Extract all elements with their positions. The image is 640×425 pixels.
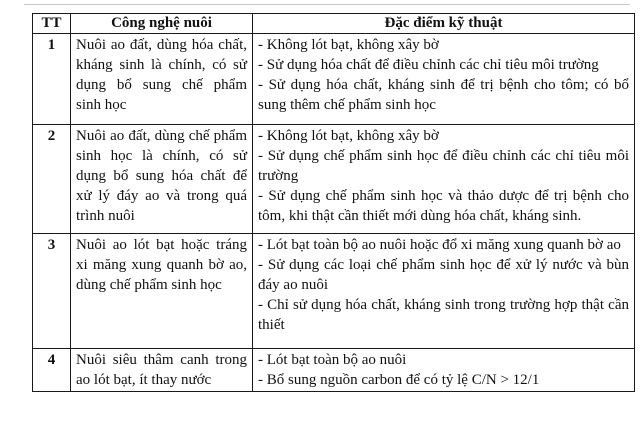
feature-line: - Không lót bạt, không xây bờ <box>258 37 439 53</box>
features-cell <box>253 34 635 125</box>
features-cell <box>253 234 635 349</box>
feature-line: - Chỉ sử dụng hóa chất, kháng sinh trong trường hợp thật cần thiết <box>258 297 629 333</box>
feature-line: - Lót bạt toàn bộ ao nuôi <box>258 352 407 368</box>
feature-line: - Không lót bạt, không xây bờ <box>258 128 439 144</box>
table-row <box>33 234 635 349</box>
header-features: Đặc điểm kỹ thuật <box>253 14 635 34</box>
table-header-row <box>33 14 635 34</box>
header-technology: Công nghệ nuôi <box>71 14 253 34</box>
table-row <box>33 34 635 125</box>
table-row <box>33 125 635 234</box>
technology-cell: Nuôi ao lót bạt hoặc tráng xi măng xung quanh bờ ao, dùng chế phẩm sinh học <box>71 234 253 349</box>
row-number: 1 <box>33 34 71 125</box>
feature-line: - Lót bạt toàn bộ ao nuôi hoặc đổ xi măng xung quanh bờ ao <box>258 237 621 253</box>
feature-line: - Sử dụng hóa chất để điều chỉnh các chỉ tiêu môi trường <box>258 57 599 73</box>
feature-line: - Sử dụng các loại chế phẩm sinh học để xử lý nước và bùn đáy ao nuôi <box>258 257 629 293</box>
document-page <box>24 0 630 425</box>
row-number: 3 <box>33 234 71 349</box>
features-cell <box>253 349 635 392</box>
table-row <box>33 349 635 392</box>
feature-line: - Sử dụng chế phẩm sinh học và thảo dược để trị bệnh cho tôm, khi thật cần thiết mới dùng hóa chất, kháng sinh. <box>258 188 629 224</box>
aquaculture-technology-table <box>32 13 635 392</box>
row-number: 2 <box>33 125 71 234</box>
technology-cell: Nuôi siêu thâm canh trong ao lót bạt, ít thay nước <box>71 349 253 392</box>
top-rule <box>24 4 630 5</box>
header-tt: TT <box>33 14 71 34</box>
feature-line: - Bổ sung nguồn carbon để có tỷ lệ C/N > 12/1 <box>258 372 540 388</box>
technology-cell: Nuôi ao đất, dùng hóa chất, kháng sinh là chính, có sử dụng bổ sung chế phẩm sinh học <box>71 34 253 125</box>
feature-line: - Sử dụng hóa chất, kháng sinh để trị bệnh cho tôm; có bổ sung thêm chế phẩm sinh học <box>258 77 629 113</box>
feature-line: - Sử dụng chế phẩm sinh học để điều chỉnh các chỉ tiêu môi trường <box>258 148 629 184</box>
technology-cell: Nuôi ao đất, dùng chế phẩm sinh học là chính, có sử dụng bổ sung hóa chất để xử lý đáy ao và trong quá trình nuôi <box>71 125 253 234</box>
features-cell <box>253 125 635 234</box>
row-number: 4 <box>33 349 71 392</box>
